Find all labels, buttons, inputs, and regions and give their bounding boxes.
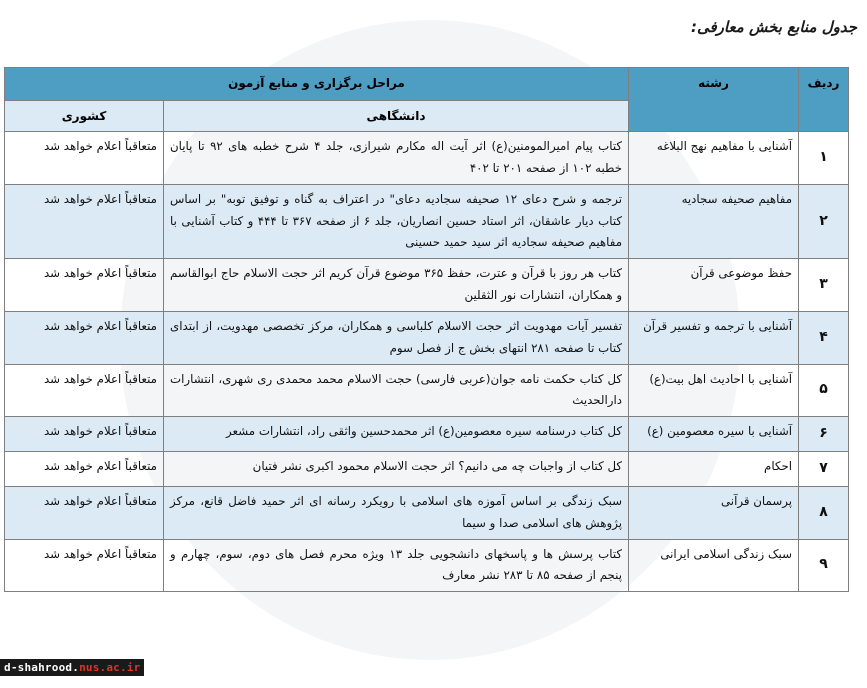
national-source: متعاقباً اعلام خواهد شد [5,259,164,312]
row-number: ۷ [799,452,849,487]
field-name: پرسمان قرآنی [629,486,799,539]
table-row [5,417,849,452]
field-name: آشنایی با احادیث اهل بیت(ع) [629,364,799,417]
row-number: ۸ [799,486,849,539]
field-name: احکام [629,452,799,487]
row-number: ۲ [799,184,849,258]
table-row [5,452,849,487]
table-row [5,259,849,312]
table-row [5,539,849,592]
national-source: متعاقباً اعلام خواهد شد [5,132,164,185]
header-national: کشوری [5,101,164,132]
row-number: ۶ [799,417,849,452]
field-name: آشنایی با مفاهیم نهج البلاغه [629,132,799,185]
row-number: ۱ [799,132,849,185]
header-stages: مراحل برگزاری و منابع آزمون [5,68,629,101]
site-url-badge [0,659,144,676]
national-source: متعاقباً اعلام خواهد شد [5,364,164,417]
university-source: کل کتاب حکمت نامه جوان(عربی فارسی) حجت الاسلام محمد محمدی ری شهری، انتشارات دارالحدیث [164,364,629,417]
table-row [5,486,849,539]
university-source: کتاب هر روز با قرآن و عترت، حفظ ۳۶۵ موضوع قرآن کریم اثر حجت الاسلام حاج ابوالقاسم و همکاران، انتشارات نور الثقلین [164,259,629,312]
row-number: ۵ [799,364,849,417]
university-source: کتاب پرسش ها و پاسخهای دانشجویی جلد ۱۳ ویژه محرم فصل های دوم، سوم، چهارم و پنجم از صفحه ۸۵ تا ۲۸۳ نشر معارف [164,539,629,592]
header-field: رشته [629,68,799,132]
table-row [5,364,849,417]
row-number: ۴ [799,311,849,364]
site-url-prefix: d-shahrood. [4,661,80,674]
row-number: ۹ [799,539,849,592]
national-source: متعاقباً اعلام خواهد شد [5,539,164,592]
table-row [5,132,849,185]
national-source: متعاقباً اعلام خواهد شد [5,184,164,258]
header-university: دانشگاهی [164,101,629,132]
page-title: جدول منابع بخش معارفی: [691,18,857,36]
header-row-number: ردیف [799,68,849,132]
university-source: کل کتاب درسنامه سیره معصومین(ع) اثر محمدحسین واثقی راد، انتشارات مشعر [164,417,629,452]
row-number: ۳ [799,259,849,312]
table-row [5,311,849,364]
national-source: متعاقباً اعلام خواهد شد [5,311,164,364]
university-source: کتاب پیام امیرالمومنین(ع) اثر آیت اله مکارم شیرازی، جلد ۴ شرح خطبه های ۹۲ تا پایان خطبه ۱۰۲ از صفحه ۲۰۱ تا ۴۰۲ [164,132,629,185]
national-source: متعاقباً اعلام خواهد شد [5,417,164,452]
university-source: سبک زندگی بر اساس آموزه های اسلامی با رویکرد رسانه ای اثر حمید فاضل قانع، مرکز پژوهش های اسلامی صدا و سیما [164,486,629,539]
university-source: تفسیر آیات مهدویت اثر حجت الاسلام کلباسی و همکاران، مرکز تخصصی مهدویت، از ابتدای کتاب تا صفحه ۲۸۱ انتهای بخش ج از فصل سوم [164,311,629,364]
field-name: مفاهیم صحیفه سجادیه [629,184,799,258]
university-source: ترجمه و شرح دعای ۱۲ صحیفه سجادیه دعای" در اعتراف به گناه و توفیق توبه" بر اساس کتاب دیار عاشقان، اثر استاد حسین انصاریان، جلد ۶ از صفحه ۳۶۷ تا ۴۴۴ و کتاب آشنایی با مفاهیم صحیفه سجادیه اثر سید حمید حسینی [164,184,629,258]
national-source: متعاقباً اعلام خواهد شد [5,486,164,539]
field-name: حفظ موضوعی قرآن [629,259,799,312]
field-name: آشنایی با سیره معصومین (ع) [629,417,799,452]
university-source: کل کتاب از واجبات چه می دانیم؟ اثر حجت الاسلام محمود اکبری نشر فتیان [164,452,629,487]
table-row [5,184,849,258]
field-name: سبک زندگی اسلامی ایرانی [629,539,799,592]
sources-table [4,67,849,592]
site-url-domain: nus.ac.ir [79,661,141,674]
national-source: متعاقباً اعلام خواهد شد [5,452,164,487]
field-name: آشنایی با ترجمه و تفسیر قرآن [629,311,799,364]
